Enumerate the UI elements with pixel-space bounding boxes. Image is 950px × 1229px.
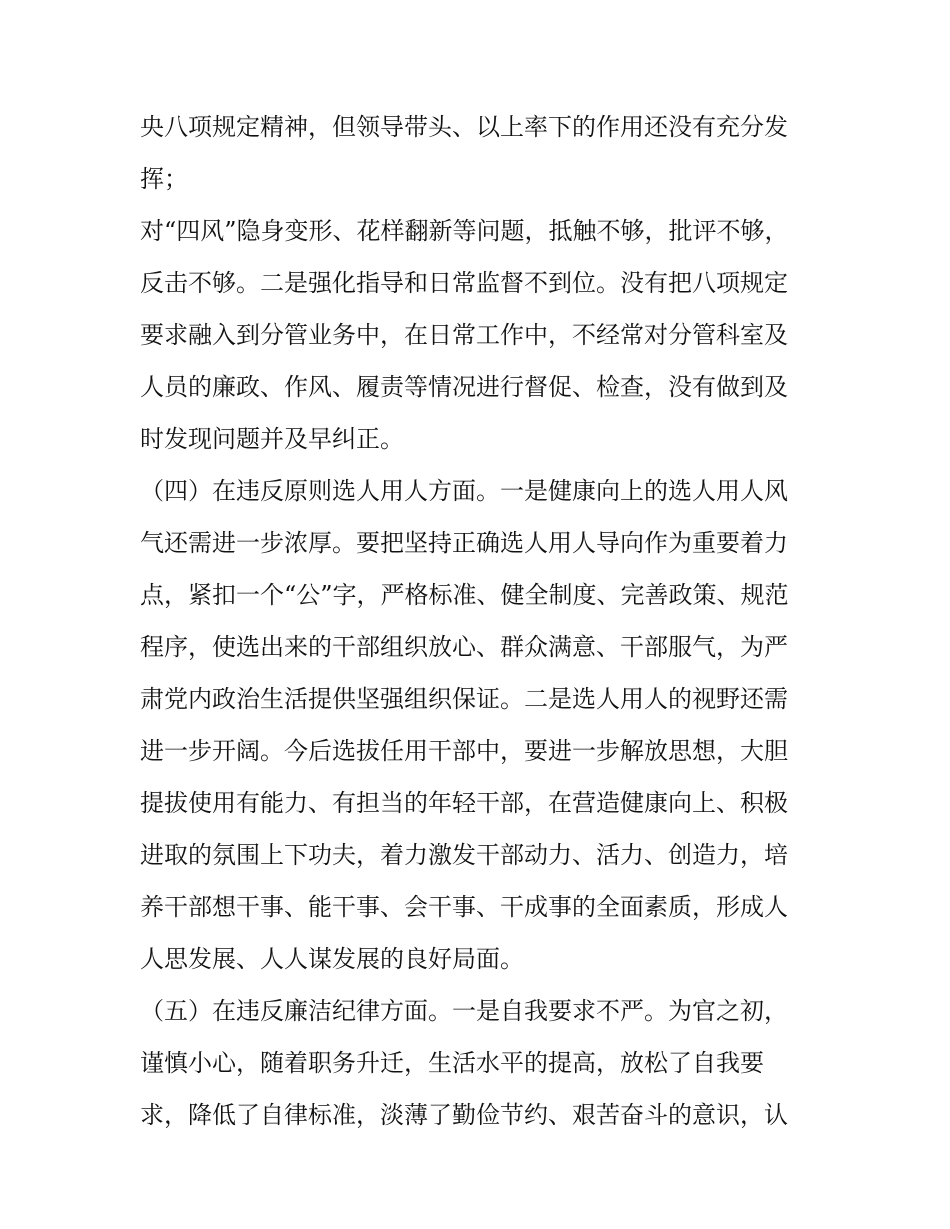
text-line: 进取的氛围上下功夫，着力激发干部动力、活力、创造力，培 — [140, 841, 788, 869]
text-line: 对“四风”隐身变形、花样翻新等问题，抵触不够，批评不够， — [140, 217, 789, 245]
text-line: 人思发展、人人谋发展的良好局面。 — [140, 945, 524, 973]
text-line: 点，紧扣一个“公”字，严格标准、健全制度、完善政策、规范 — [140, 581, 789, 609]
text-line: 程序，使选出来的干部组织放心、群众满意、干部服气，为严 — [140, 633, 788, 661]
text-line: 气还需进一步浓厚。要把坚持正确选人用人导向作为重要着力 — [140, 529, 788, 557]
text-line: 谨慎小心，随着职务升迁，生活水平的提高，放松了自我要 — [140, 1049, 764, 1077]
text-line: 反击不够。二是强化指导和日常监督不到位。没有把八项规定 — [140, 269, 788, 297]
text-line: 央八项规定精神，但领导带头、以上率下的作用还没有充分发 — [140, 113, 788, 141]
text-line: 养干部想干事、能干事、会干事、干成事的全面素质，形成人 — [140, 893, 788, 921]
text-line: 人员的廉政、作风、履责等情况进行督促、检查，没有做到及 — [140, 373, 788, 401]
text-line: 时发现问题并及早纠正。 — [140, 425, 404, 453]
text-line: 挥； — [140, 165, 188, 193]
text-line: （五）在违反廉洁纪律方面。一是自我要求不严。为官之初， — [140, 997, 788, 1025]
text-line: 提拔使用有能力、有担当的年轻干部，在营造健康向上、积极 — [140, 789, 788, 817]
text-line: 要求融入到分管业务中，在日常工作中，不经常对分管科室及 — [140, 321, 788, 349]
text-line: 肃党内政治生活提供坚强组织保证。二是选人用人的视野还需 — [140, 685, 788, 713]
text-line: 求，降低了自律标准，淡薄了勤俭节约、艰苦奋斗的意识，认 — [140, 1101, 788, 1129]
text-line: 进一步开阔。今后选拔任用干部中，要进一步解放思想，大胆 — [140, 737, 788, 765]
text-line: （四）在违反原则选人用人方面。一是健康向上的选人用人风 — [140, 477, 788, 505]
